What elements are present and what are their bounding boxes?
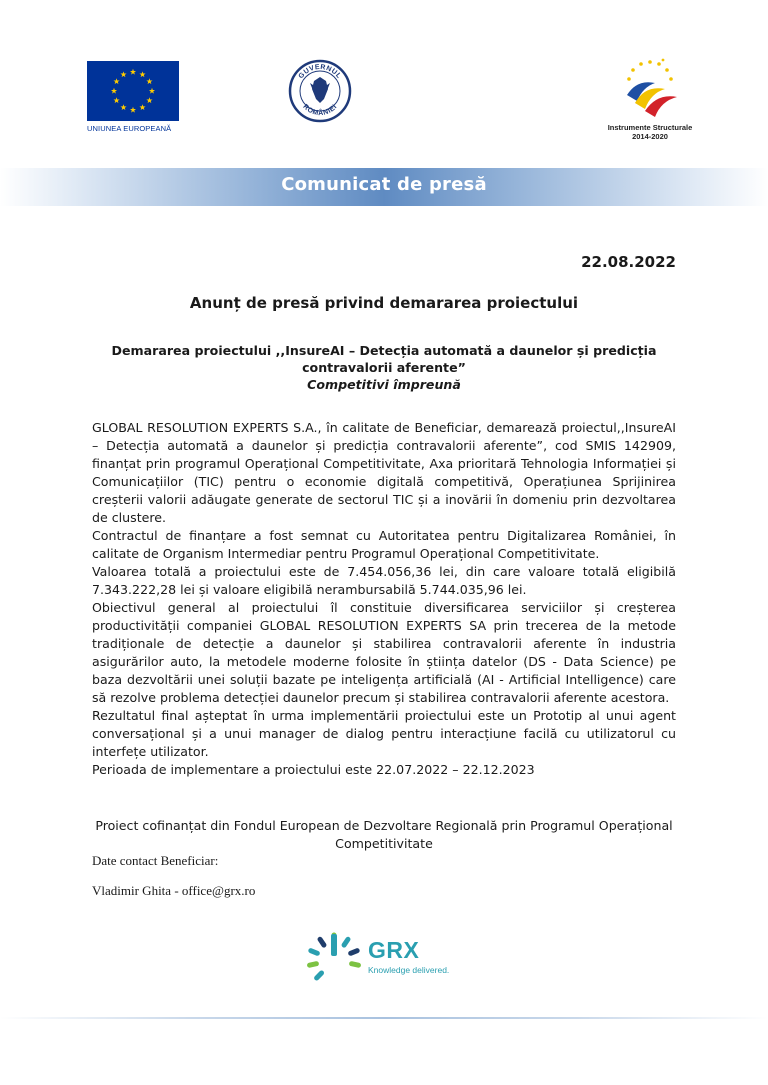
paragraph-intro: GLOBAL RESOLUTION EXPERTS S.A., în calitate de Beneficiar, demarează proiectul,,InsureAI – Detecția automată a daunelor și predicția contravalorii aferente”, cod SMIS 142909, finanțat prin programul Operațional Competitivitate, Axa prioritară Tehnologia Informației și Comunicațiilor (TIC) pentru o economie digitală competitivă, Operațiunea Sprijinirea creșterii valorii adăugate generate de sectorul TIC și a inovării în domeniu prin dezvoltarea de clustere.	[92, 420, 676, 525]
logo-row	[0, 55, 768, 155]
eu-flag-icon	[87, 61, 179, 121]
subhead-italic: Competitivi împreună	[307, 377, 461, 392]
headline: Anunț de presă privind demararea proiectului	[189, 294, 579, 312]
grx-ring-segment	[351, 951, 357, 954]
paragraph-objective: Obiectivul general al proiectului îl constituie diversificarea serviciilor și creșterea productivității companiei GLOBAL RESOLUTION EXPERTS SA prin trecerea de la metode tradiționale de detecție a daunelor și stabilirea contravalorii aferente în industria asigurărilor auto, la metodele moderne folosite în știința datelor (DS - Data Science) pe baza dezvoltării unei soluții bazate pe inteligența artificială (AI - Artificial Intelligence) care să rezolve problema detecției daunelor precum și stabilirea contravalorii aferente acestora.	[92, 600, 676, 705]
release-date: 22.08.2022	[581, 253, 676, 271]
grx-name: GRX	[368, 937, 420, 963]
grx-ring-segment	[311, 951, 317, 954]
gov-seal-text-top: GUVERNUL	[297, 63, 343, 81]
gov-seal-text-bottom: ROMÂNIEI	[301, 103, 339, 118]
paragraph-result: Rezultatul final așteptat în urma implementării proiectului este un Prototip al unui agent conversațional și a unui manager de dialog pentru interacțiune facilă cu utilizatorul cu interfețe utilizator.	[92, 708, 676, 759]
project-subheading	[92, 342, 676, 393]
eu-label: UNIUNEA EUROPEANĂ	[87, 124, 172, 133]
structural-instruments-icon	[615, 57, 685, 123]
is-label-line2: 2014-2020	[632, 132, 668, 141]
paragraph-period: Perioada de implementare a proiectului este 22.07.2022 – 22.12.2023	[92, 762, 535, 777]
press-release-banner	[0, 168, 768, 206]
grx-ring-segment	[310, 964, 317, 965]
grx-ring-segment	[344, 939, 348, 945]
contact-label: Date contact Beneficiar:	[92, 853, 219, 868]
banner-title: Comunicat de presă	[281, 174, 487, 195]
paragraph-value: Valoarea totală a proiectului este de 7.454.056,36 lei, din care valoare totală eligibilă 7.343.222,28 lei și valoare eligibilă nerambursabilă 5.744.035,96 lei.	[92, 564, 676, 597]
cofinancing-note: Proiect cofinanțat din Fondul European de Dezvoltare Regională prin Programul Operațional Competitivitate	[95, 818, 673, 851]
grx-ring-segment	[317, 973, 322, 978]
subhead-line1: Demararea proiectului ,,InsureAI – Detecția automată a daunelor și predicția	[111, 343, 657, 358]
subhead-line2: contravalorii aferente”	[302, 360, 466, 375]
structural-instruments-logo	[595, 57, 705, 141]
grx-tagline: Knowledge delivered.	[368, 965, 450, 975]
grx-logo	[306, 930, 486, 985]
is-label-line1: Instrumente Structurale	[607, 123, 693, 132]
bottom-divider	[0, 1017, 768, 1019]
paragraph-contract: Contractul de finanțare a fost semnat cu Autoritatea pentru Digitalizarea României, în calitate de Organism Intermediar pentru Programul Operațional Competitivitate.	[92, 528, 676, 561]
grx-power-icon	[306, 930, 362, 986]
body-text	[92, 419, 676, 779]
contact-person: Vladimir Ghita - office@grx.ro	[92, 883, 256, 898]
grx-ring-segment	[320, 939, 324, 945]
grx-ring-segment	[352, 964, 359, 965]
eu-logo	[87, 61, 179, 133]
romanian-government-seal	[288, 59, 352, 123]
